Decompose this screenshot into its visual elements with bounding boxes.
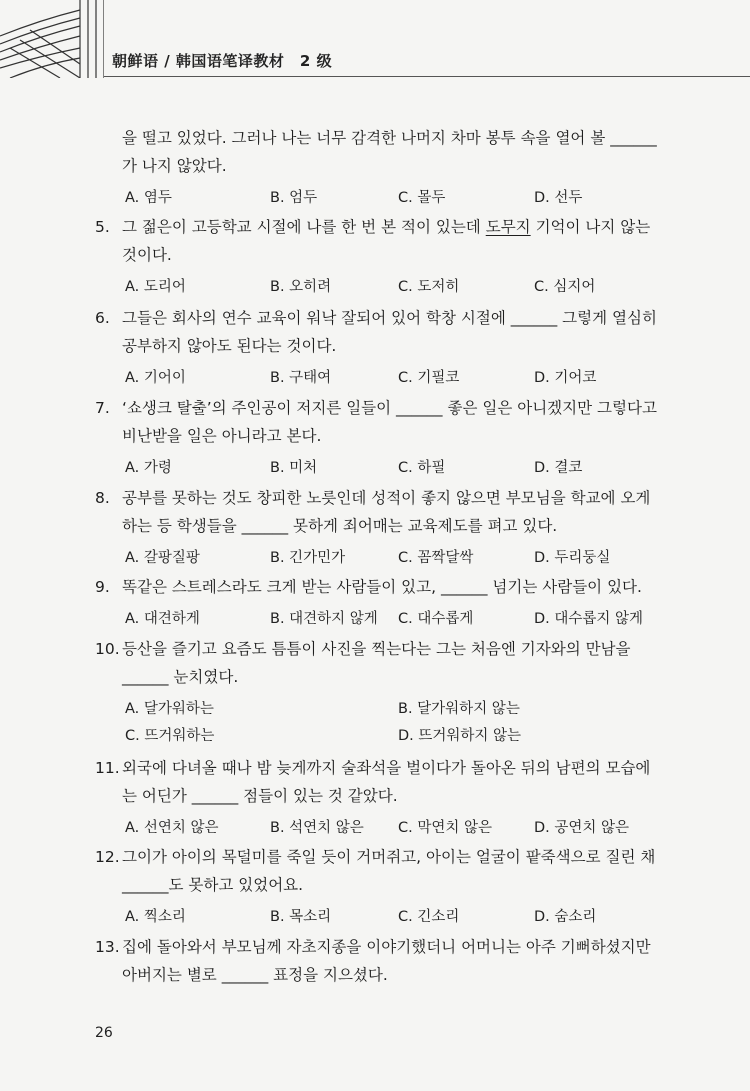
question-12-line-1: 그이가 아이의 목덜미를 죽일 듯이 거머쥐고, 아이는 얼굴이 팥죽색으로 질린 채 [122, 848, 656, 866]
question-12-option-c: C. 긴소리 [398, 909, 460, 925]
question-12-option-b: B. 목소리 [270, 909, 332, 925]
question-13-number: 13. [95, 938, 120, 956]
continuation-option-b: B. 엄두 [270, 190, 318, 206]
question-13-line-2: 아버지는 별로 ______ 표정을 지으셨다. [122, 966, 388, 984]
question-7-option-b: B. 미처 [270, 460, 318, 476]
question-5-line-1 [122, 217, 650, 237]
question-5-option-c: C. 도저히 [398, 279, 460, 295]
question-7-option-a: A. 가령 [125, 460, 172, 476]
question-11-option-d: D. 공연치 않은 [534, 820, 630, 836]
question-5-option-a: A. 도리어 [125, 279, 186, 295]
question-5-line-1-post: 기억이 나지 않는 [530, 218, 651, 236]
question-11-option-b: B. 석연치 않은 [270, 820, 364, 836]
question-12-line-2: ______도 못하고 있었어요. [122, 876, 304, 894]
question-9-option-a: A. 대견하게 [125, 611, 200, 627]
question-5-number: 5. [95, 218, 110, 236]
question-8-option-d: D. 두리둥실 [534, 550, 611, 566]
header-rule [104, 76, 750, 77]
question-6-number: 6. [95, 309, 110, 327]
question-5-option-b: B. 오히려 [270, 279, 332, 295]
question-11-line-2: 는 어딘가 ______ 점들이 있는 것 같았다. [122, 787, 398, 805]
question-8-option-a: A. 갈팡질팡 [125, 550, 200, 566]
header-title: 朝鲜语 / 韩国语笔译教材 2 级 [112, 52, 333, 70]
question-11-number: 11. [95, 759, 120, 777]
question-10-option-b: B. 달가워하지 않는 [398, 701, 520, 717]
question-8-line-1: 공부를 못하는 것도 창피한 노릇인데 성적이 좋지 않으면 부모님을 학교에 오게 [122, 489, 651, 507]
question-9-option-c: C. 대수롭게 [398, 611, 474, 627]
question-9-line-1: 똑같은 스트레스라도 크게 받는 사람들이 있고, ______ 넘기는 사람들이 있다. [122, 578, 642, 596]
header-decoration [0, 0, 104, 78]
question-10-line-1: 등산을 즐기고 요즘도 틈틈이 사진을 찍는다는 그는 처음엔 기자와의 만남을 [122, 640, 631, 658]
question-8-option-b: B. 긴가민가 [270, 550, 346, 566]
question-5-line-1-pre: 그 젊은이 고등학교 시절에 나를 한 번 본 적이 있는데 [122, 218, 486, 236]
question-9-option-d: D. 대수롭지 않게 [534, 611, 644, 627]
question-6-line-1: 그들은 회사의 연수 교육이 워낙 잘되어 있어 학창 시절에 ______ 그렇게 열심히 [122, 309, 657, 327]
question-11-line-1: 외국에 다녀올 때나 밤 늦게까지 술좌석을 벌이다가 돌아온 뒤의 남편의 모습에 [122, 759, 651, 777]
question-10-option-d: D. 뜨거워하지 않는 [398, 728, 522, 744]
question-8-number: 8. [95, 489, 110, 507]
question-6-option-c: C. 기필코 [398, 370, 460, 386]
question-10-option-a: A. 달가워하는 [125, 701, 214, 717]
continuation-option-a: A. 염두 [125, 190, 172, 206]
question-9-number: 9. [95, 578, 110, 596]
question-5-line-2: 것이다. [122, 246, 172, 264]
question-12-number: 12. [95, 848, 120, 866]
continuation-option-c: C. 몰두 [398, 190, 446, 206]
page-number: 26 [95, 1025, 113, 1041]
question-10-option-c: C. 뜨거워하는 [125, 728, 215, 744]
question-6-option-d: D. 기어코 [534, 370, 597, 386]
question-7-option-d: D. 결코 [534, 460, 583, 476]
question-7-option-c: C. 하필 [398, 460, 446, 476]
question-12-option-a: A. 찍소리 [125, 909, 186, 925]
question-11-option-a: A. 선연치 않은 [125, 820, 219, 836]
question-10-line-2: ______ 눈치였다. [122, 668, 239, 686]
question-6-option-b: B. 구태여 [270, 370, 332, 386]
question-7-line-2: 비난받을 일은 아니라고 본다. [122, 427, 322, 445]
continuation-line-1: 을 떨고 있었다. 그러나 나는 너무 감격한 나머지 차마 봉투 속을 열어 볼 ______ [122, 129, 657, 147]
question-5-option-d: C. 심지어 [534, 279, 596, 295]
question-11-option-c: C. 막연치 않은 [398, 820, 492, 836]
question-7-number: 7. [95, 399, 110, 417]
question-9-option-b: B. 대견하지 않게 [270, 611, 378, 627]
question-5-underlined-word: 도무지 [485, 218, 531, 236]
question-8-option-c: C. 꼼짝달싹 [398, 550, 474, 566]
continuation-line-2: 가 나지 않았다. [122, 157, 227, 175]
question-12-option-d: D. 숨소리 [534, 909, 597, 925]
question-13-line-1: 집에 돌아와서 부모님께 자초지종을 이야기했더니 어머니는 아주 기뻐하셨지만 [122, 938, 651, 956]
question-10-number: 10. [95, 640, 120, 658]
question-6-option-a: A. 기어이 [125, 370, 186, 386]
continuation-option-d: D. 선두 [534, 190, 583, 206]
question-6-line-2: 공부하지 않아도 된다는 것이다. [122, 337, 337, 355]
question-8-line-2: 하는 등 학생들을 ______ 못하게 죄어매는 교육제도를 펴고 있다. [122, 517, 558, 535]
question-7-line-1: ‘쇼생크 탈출’의 주인공이 저지른 일들이 ______ 좋은 일은 아니겠지만 그렇다고 [122, 399, 657, 417]
